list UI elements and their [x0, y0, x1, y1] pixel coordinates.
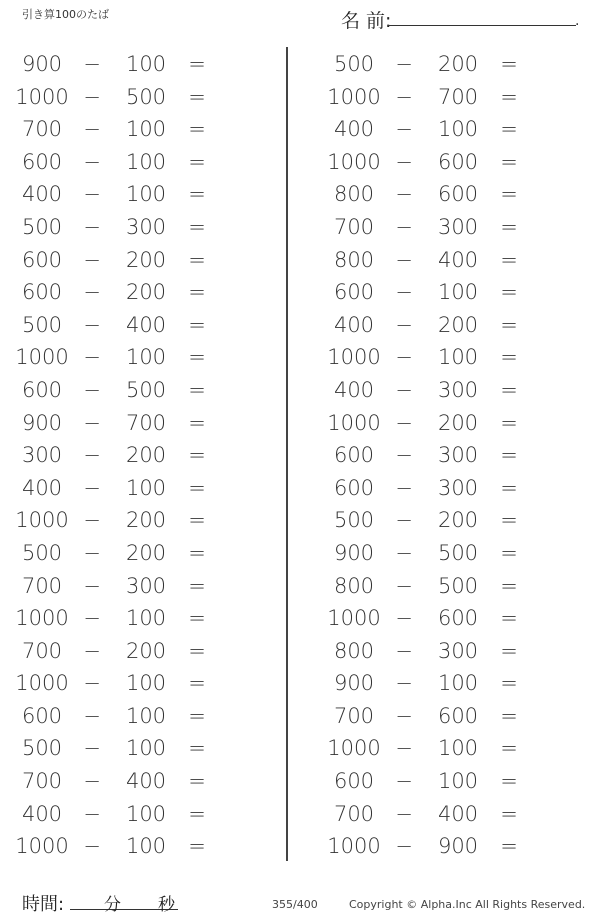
- subtrahend: 300: [437, 214, 479, 239]
- subtrahend: 100: [125, 345, 167, 370]
- problem-row: [0, 439, 280, 472]
- equals-sign: =: [500, 508, 518, 533]
- minuend: 600: [21, 149, 63, 174]
- problem-row: [0, 81, 280, 114]
- minuend: 800: [333, 573, 375, 598]
- equals-sign: =: [188, 182, 206, 207]
- minuend: 700: [333, 801, 375, 826]
- minus-sign: −: [395, 247, 413, 272]
- equals-sign: =: [500, 606, 518, 631]
- minuend: 600: [333, 443, 375, 468]
- problem-row: [0, 276, 280, 309]
- problem-row: [312, 374, 592, 407]
- subtrahend: 100: [437, 117, 479, 142]
- copyright-notice: Copyright © Alpha.Inc All Rights Reserved.: [349, 898, 586, 911]
- minuend: 1000: [15, 345, 69, 370]
- subtrahend: 200: [125, 540, 167, 565]
- worksheet-title: 引き算100のたば: [22, 8, 109, 21]
- problem-row: [312, 635, 592, 668]
- subtrahend: 100: [125, 149, 167, 174]
- problem-row: [0, 765, 280, 798]
- minuend: 600: [333, 280, 375, 305]
- minus-sign: −: [83, 769, 101, 794]
- subtrahend: 300: [437, 377, 479, 402]
- minuend: 500: [21, 540, 63, 565]
- equals-sign: =: [188, 345, 206, 370]
- minus-sign: −: [395, 214, 413, 239]
- minuend: 600: [21, 247, 63, 272]
- subtrahend: 200: [125, 443, 167, 468]
- name-label: 名 前:: [341, 10, 392, 32]
- minus-sign: −: [395, 540, 413, 565]
- minuend: 600: [21, 280, 63, 305]
- equals-sign: =: [188, 834, 206, 859]
- minus-sign: −: [395, 280, 413, 305]
- subtrahend: 200: [125, 280, 167, 305]
- subtrahend: 300: [125, 573, 167, 598]
- minus-sign: −: [395, 52, 413, 76]
- minus-sign: −: [83, 834, 101, 859]
- problem-row: [312, 244, 592, 277]
- subtrahend: 200: [437, 52, 479, 76]
- minus-sign: −: [395, 443, 413, 468]
- minus-sign: −: [83, 736, 101, 761]
- minuend: 800: [333, 247, 375, 272]
- equals-sign: =: [500, 671, 518, 696]
- problem-row: [312, 667, 592, 700]
- problem-row: [312, 830, 592, 863]
- minuend: 1000: [327, 84, 381, 109]
- equals-sign: =: [500, 117, 518, 142]
- minuend: 900: [21, 52, 63, 76]
- subtrahend: 200: [437, 312, 479, 337]
- equals-sign: =: [188, 703, 206, 728]
- problem-row: [0, 602, 280, 635]
- subtrahend: 100: [125, 671, 167, 696]
- minus-sign: −: [395, 149, 413, 174]
- subtrahend: 500: [125, 84, 167, 109]
- subtrahend: 100: [437, 671, 479, 696]
- minuend: 500: [21, 312, 63, 337]
- minuend: 500: [333, 52, 375, 76]
- minus-sign: −: [83, 801, 101, 826]
- minus-sign: −: [83, 671, 101, 696]
- subtrahend: 100: [125, 801, 167, 826]
- problem-row: [312, 537, 592, 570]
- equals-sign: =: [188, 312, 206, 337]
- equals-sign: =: [188, 117, 206, 142]
- subtrahend: 500: [437, 540, 479, 565]
- problem-row: [0, 635, 280, 668]
- problem-row: [312, 113, 592, 146]
- subtrahend: 100: [125, 606, 167, 631]
- minuend: 1000: [15, 834, 69, 859]
- subtrahend: 600: [437, 182, 479, 207]
- equals-sign: =: [500, 703, 518, 728]
- subtrahend: 100: [125, 52, 167, 76]
- problem-row: [0, 309, 280, 342]
- minus-sign: −: [83, 84, 101, 109]
- minus-sign: −: [395, 736, 413, 761]
- problem-row: [0, 211, 280, 244]
- minuend: 500: [21, 736, 63, 761]
- subtrahend: 100: [437, 736, 479, 761]
- minus-sign: −: [83, 443, 101, 468]
- problem-row: [0, 798, 280, 831]
- problem-row: [312, 732, 592, 765]
- minuend: 1000: [327, 606, 381, 631]
- subtrahend: 400: [125, 769, 167, 794]
- subtrahend: 500: [125, 377, 167, 402]
- equals-sign: =: [188, 377, 206, 402]
- equals-sign: =: [500, 475, 518, 500]
- equals-sign: =: [188, 606, 206, 631]
- equals-sign: =: [188, 280, 206, 305]
- equals-sign: =: [500, 280, 518, 305]
- problem-row: [0, 374, 280, 407]
- equals-sign: =: [500, 834, 518, 859]
- equals-sign: =: [188, 410, 206, 435]
- equals-sign: =: [188, 769, 206, 794]
- minus-sign: −: [83, 475, 101, 500]
- subtrahend: 700: [437, 84, 479, 109]
- minuend: 400: [21, 475, 63, 500]
- equals-sign: =: [188, 52, 206, 76]
- equals-sign: =: [500, 149, 518, 174]
- minuend: 600: [21, 377, 63, 402]
- subtrahend: 200: [125, 247, 167, 272]
- equals-sign: =: [188, 84, 206, 109]
- minus-sign: −: [395, 638, 413, 663]
- minus-sign: −: [395, 84, 413, 109]
- equals-sign: =: [500, 410, 518, 435]
- problem-row: [312, 407, 592, 440]
- equals-sign: =: [500, 312, 518, 337]
- equals-sign: =: [500, 638, 518, 663]
- minuend: 800: [333, 182, 375, 207]
- minus-sign: −: [83, 508, 101, 533]
- problem-row: [312, 504, 592, 537]
- problem-row: [0, 407, 280, 440]
- equals-sign: =: [188, 671, 206, 696]
- problem-row: [312, 472, 592, 505]
- problem-row: [312, 276, 592, 309]
- equals-sign: =: [500, 377, 518, 402]
- minuend: 400: [333, 312, 375, 337]
- minuend: 1000: [327, 345, 381, 370]
- problem-row: [0, 732, 280, 765]
- problem-row: [0, 830, 280, 863]
- minuend: 1000: [15, 671, 69, 696]
- minuend: 600: [333, 769, 375, 794]
- subtrahend: 400: [437, 247, 479, 272]
- minuend: 600: [333, 475, 375, 500]
- problem-row: [0, 341, 280, 374]
- equals-sign: =: [188, 247, 206, 272]
- minuend: 700: [21, 769, 63, 794]
- equals-sign: =: [188, 214, 206, 239]
- minuend: 400: [21, 182, 63, 207]
- minus-sign: −: [83, 214, 101, 239]
- minus-sign: −: [83, 410, 101, 435]
- minuend: 300: [21, 443, 63, 468]
- minus-sign: −: [83, 573, 101, 598]
- equals-sign: =: [500, 443, 518, 468]
- minuend: 600: [21, 703, 63, 728]
- subtrahend: 300: [437, 638, 479, 663]
- problem-row: [0, 537, 280, 570]
- problem-row: [312, 146, 592, 179]
- minuend: 700: [21, 573, 63, 598]
- minutes-unit: 分: [104, 895, 121, 915]
- minus-sign: −: [83, 182, 101, 207]
- minuend: 900: [333, 671, 375, 696]
- column-divider: [286, 47, 288, 861]
- minuend: 800: [333, 638, 375, 663]
- minuend: 1000: [15, 508, 69, 533]
- equals-sign: =: [500, 540, 518, 565]
- minuend: 400: [333, 117, 375, 142]
- minus-sign: −: [395, 345, 413, 370]
- minus-sign: −: [83, 540, 101, 565]
- subtrahend: 200: [125, 508, 167, 533]
- equals-sign: =: [188, 736, 206, 761]
- minus-sign: −: [83, 52, 101, 76]
- subtrahend: 700: [125, 410, 167, 435]
- equals-sign: =: [500, 345, 518, 370]
- problem-row: [0, 504, 280, 537]
- problem-row: [0, 244, 280, 277]
- minus-sign: −: [395, 801, 413, 826]
- subtrahend: 300: [437, 443, 479, 468]
- minus-sign: −: [395, 312, 413, 337]
- problem-row: [312, 602, 592, 635]
- minuend: 1000: [327, 149, 381, 174]
- subtrahend: 900: [437, 834, 479, 859]
- equals-sign: =: [188, 801, 206, 826]
- minuend: 700: [333, 214, 375, 239]
- problem-row: [312, 765, 592, 798]
- problem-row: [312, 570, 592, 603]
- problem-row: [0, 178, 280, 211]
- minus-sign: −: [83, 149, 101, 174]
- equals-sign: =: [500, 214, 518, 239]
- subtrahend: 300: [437, 475, 479, 500]
- subtrahend: 200: [437, 410, 479, 435]
- minus-sign: −: [83, 117, 101, 142]
- equals-sign: =: [188, 508, 206, 533]
- problem-row: [312, 700, 592, 733]
- page-number: 355/400: [272, 898, 318, 911]
- minus-sign: −: [83, 606, 101, 631]
- problem-row: [0, 472, 280, 505]
- subtrahend: 100: [437, 769, 479, 794]
- equals-sign: =: [500, 52, 518, 76]
- minus-sign: −: [395, 410, 413, 435]
- equals-sign: =: [188, 540, 206, 565]
- minus-sign: −: [83, 703, 101, 728]
- minuend: 1000: [15, 84, 69, 109]
- subtrahend: 600: [437, 703, 479, 728]
- minus-sign: −: [395, 508, 413, 533]
- subtrahend: 600: [437, 149, 479, 174]
- minuend: 1000: [15, 606, 69, 631]
- subtrahend: 600: [437, 606, 479, 631]
- minus-sign: −: [83, 280, 101, 305]
- minuend: 400: [333, 377, 375, 402]
- equals-sign: =: [500, 801, 518, 826]
- equals-sign: =: [500, 769, 518, 794]
- subtrahend: 500: [437, 573, 479, 598]
- minus-sign: −: [395, 475, 413, 500]
- equals-sign: =: [188, 475, 206, 500]
- subtrahend: 100: [125, 117, 167, 142]
- subtrahend: 100: [125, 703, 167, 728]
- equals-sign: =: [188, 149, 206, 174]
- minuend: 900: [21, 410, 63, 435]
- minus-sign: −: [395, 377, 413, 402]
- equals-sign: =: [188, 638, 206, 663]
- minus-sign: −: [83, 312, 101, 337]
- minuend: 700: [21, 117, 63, 142]
- minus-sign: −: [395, 834, 413, 859]
- subtrahend: 200: [437, 508, 479, 533]
- minuend: 500: [21, 214, 63, 239]
- problem-row: [0, 570, 280, 603]
- problem-row: [312, 798, 592, 831]
- minus-sign: −: [395, 573, 413, 598]
- left-problem-column: [0, 48, 280, 863]
- minus-sign: −: [395, 606, 413, 631]
- equals-sign: =: [500, 573, 518, 598]
- equals-sign: =: [500, 736, 518, 761]
- subtrahend: 100: [125, 475, 167, 500]
- name-line-period: .: [575, 13, 580, 29]
- minuend: 900: [333, 540, 375, 565]
- minus-sign: −: [395, 182, 413, 207]
- subtrahend: 100: [125, 182, 167, 207]
- problem-row: [0, 48, 280, 81]
- minuend: 400: [21, 801, 63, 826]
- minus-sign: −: [395, 117, 413, 142]
- equals-sign: =: [188, 573, 206, 598]
- equals-sign: =: [500, 182, 518, 207]
- problem-row: [0, 700, 280, 733]
- minus-sign: −: [83, 638, 101, 663]
- problem-row: [312, 48, 592, 81]
- problem-row: [312, 341, 592, 374]
- problem-row: [312, 81, 592, 114]
- problem-row: [0, 667, 280, 700]
- minus-sign: −: [83, 377, 101, 402]
- problem-row: [312, 309, 592, 342]
- minus-sign: −: [395, 703, 413, 728]
- problem-row: [0, 113, 280, 146]
- subtrahend: 100: [437, 280, 479, 305]
- minuend: 700: [21, 638, 63, 663]
- subtrahend: 400: [437, 801, 479, 826]
- minuend: 1000: [327, 736, 381, 761]
- equals-sign: =: [188, 443, 206, 468]
- minus-sign: −: [83, 247, 101, 272]
- minus-sign: −: [395, 769, 413, 794]
- subtrahend: 100: [437, 345, 479, 370]
- time-label: 時間:: [22, 894, 65, 915]
- problem-row: [0, 146, 280, 179]
- problem-row: [312, 178, 592, 211]
- minus-sign: −: [83, 345, 101, 370]
- equals-sign: =: [500, 247, 518, 272]
- minuend: 1000: [327, 834, 381, 859]
- subtrahend: 200: [125, 638, 167, 663]
- subtrahend: 400: [125, 312, 167, 337]
- problem-row: [312, 211, 592, 244]
- problem-row: [312, 439, 592, 472]
- minus-sign: −: [395, 671, 413, 696]
- minuend: 500: [333, 508, 375, 533]
- seconds-unit: 秒: [158, 895, 175, 915]
- subtrahend: 100: [125, 834, 167, 859]
- minuend: 700: [333, 703, 375, 728]
- subtrahend: 100: [125, 736, 167, 761]
- equals-sign: =: [500, 84, 518, 109]
- name-input-line[interactable]: [388, 25, 576, 26]
- minuend: 1000: [327, 410, 381, 435]
- right-problem-column: [312, 48, 592, 863]
- subtrahend: 300: [125, 214, 167, 239]
